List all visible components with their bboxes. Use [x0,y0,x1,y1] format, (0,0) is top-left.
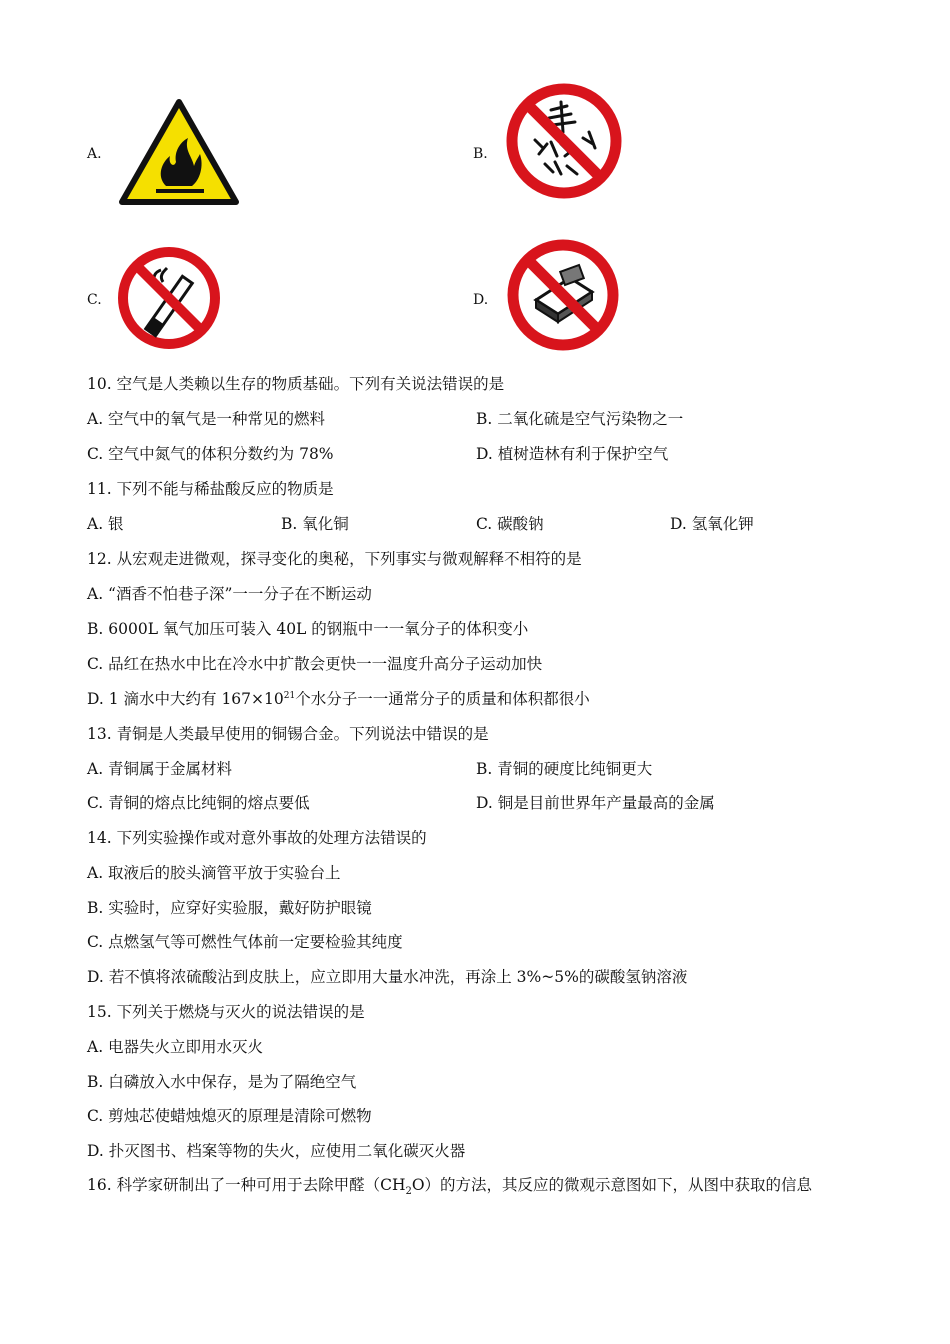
question-13-option-a: A. 青铜属于金属材料 [87,760,233,778]
question-10-option-b: B. 二氧化硫是空气污染物之一 [476,410,684,428]
question-15-option-c: C. 剪烛芯使蜡烛熄灭的原理是清除可燃物 [87,1107,372,1125]
question-16-stem [87,1175,813,1198]
option-d-label: D. [473,292,489,308]
question-12-option-a: A. “酒香不怕巷子深”一一分子在不断运动 [87,585,372,603]
stem-text-after: O）的方法，其反应的微观示意图如下，从图中获取的信息 [411,1176,813,1194]
exponent: 21 [283,690,296,701]
question-13-option-d: D. 铜是目前世界年产量最高的金属 [476,794,715,812]
question-10-option-d: D. 植树造林有利于保护空气 [476,445,669,463]
no-matches-icon [506,238,620,352]
option-a-label: A. [87,146,102,162]
question-11-option-b: B. 氧化铜 [281,515,349,533]
question-14-option-c: C. 点燃氢气等可燃性气体前一定要检验其纯度 [87,933,403,951]
question-14-option-d: D. 若不慎将浓硫酸沾到皮肤上，应立即用大量水冲洗，再涂上 3%~5%的碳酸氢钠溶液 [87,968,688,986]
question-10-option-c: C. 空气中氮气的体积分数约为 78% [87,445,334,463]
subscript: 2 [405,1186,412,1198]
question-12-stem: 12. 从宏观走进微观，探寻变化的奥秘，下列事实与微观解释不相符的是 [87,550,582,568]
question-12-option-b: B. 6000L 氧气加压可装入 40L 的钢瓶中一一氧分子的体积变小 [87,620,529,638]
question-11-stem: 11. 下列不能与稀盐酸反应的物质是 [87,480,334,498]
flammable-warning-icon [118,98,240,208]
question-13-stem: 13. 青铜是人类最早使用的铜锡合金。下列说法中错误的是 [87,725,489,743]
question-12-option-c: C. 品红在热水中比在冷水中扩散会更快一一温度升高分子运动加快 [87,655,543,673]
question-15-option-a: A. 电器失火立即用水灭火 [87,1038,264,1056]
option-b-label: B. [473,146,488,162]
question-15-stem: 15. 下列关于燃烧与灭火的说法错误的是 [87,1003,365,1021]
question-10-option-a: A. 空气中的氧气是一种常见的燃料 [87,410,326,428]
question-13-option-b: B. 青铜的硬度比纯铜更大 [476,760,653,778]
no-smoking-icon [117,246,221,350]
question-14-stem: 14. 下列实验操作或对意外事故的处理方法错误的 [87,829,427,847]
question-11-option-a: A. 银 [87,515,124,533]
question-15-option-d: D. 扑灭图书、档案等物的失火，应使用二氧化碳灭火器 [87,1142,466,1160]
question-10-stem: 10. 空气是人类赖以生存的物质基础。下列有关说法错误的是 [87,375,505,393]
question-12-option-d [87,689,590,709]
option-d-text-before: D. 1 滴水中大约有 167×10 [87,690,284,708]
question-14-option-a: A. 取液后的胶头滴管平放于实验台上 [87,864,341,882]
question-11-option-c: C. 碳酸钠 [476,515,544,533]
option-c-label: C. [87,292,102,308]
question-13-option-c: C. 青铜的熔点比纯铜的熔点要低 [87,794,310,812]
no-fireworks-icon [505,82,623,200]
question-11-option-d: D. 氢氧化钾 [670,515,754,533]
question-15-option-b: B. 白磷放入水中保存，是为了隔绝空气 [87,1073,357,1091]
stem-text-before: 16. 科学家研制出了一种可用于去除甲醛（CH [87,1176,406,1194]
question-14-option-b: B. 实验时，应穿好实验服，戴好防护眼镜 [87,899,372,917]
option-d-text-after: 个水分子一一通常分子的质量和体积都很小 [295,690,590,708]
